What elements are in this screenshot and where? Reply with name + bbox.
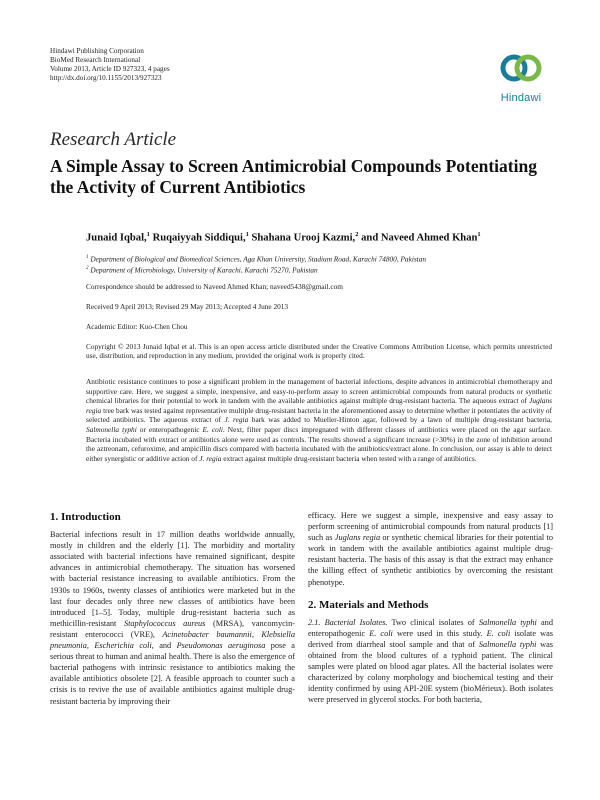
text-segment: or synthetic chemical libraries for their potential to work in tandem with the available antibiotics against multiple drug-resistant bacteria. The basis of this assay is that the extract may enhance the killing effect of synthetic antibiotics by overcoming the resistant phenotype. [308,533,554,587]
author-name: Shahana Urooj Kazmi, [251,232,356,244]
author-name: Junaid Iqbal, [86,232,147,244]
text-segment: , and [151,641,177,651]
text-segment: tree bark was tested against representative multiple drug-resistant bacteria in the aforementioned assay to determine whether it potentiates the activity of selected antibiotics. The aqueous extract of [86,405,552,425]
author-affiliation-mark: 2 [355,231,359,238]
author-affiliation-mark: 1 [146,231,150,238]
publisher: Hindawi Publishing Corporation [50,47,144,55]
text-segment: Two clinical isolates of [387,617,479,627]
text-segment: , [251,629,262,639]
article-dates: Received 9 April 2013; Revised 29 May 2013; Accepted 4 June 2013 [86,302,289,311]
italic-text: Klebsiella pneumonia [50,629,295,651]
volume-info: Volume 2013, Article ID 927323, 4 pages [50,65,170,73]
publication-info [50,47,310,83]
text-segment: , [86,641,95,651]
text-segment: bark was added to Mueller-Hinton agar, followed by a lawn of multiple drug-resistant bacteria, [248,415,552,425]
text-segment: . Next, filter paper discs impregnated with different classes of antibiotics were placed on the agar surface. Bacteria incubated with extract or antibiotics alone were used as controls. The results showed a significant increase (>30%) in the zone of inhibition around the aztreonam, cefuroxime, and ampicillin discs compared with bacteria incubated with the antibiotics/extract alone. In conclusion, our assay is able to detect either synergistic or additive action of [86,424,553,463]
affiliation-text: Department of Microbiology, University of Karachi, Karachi 75270, Pakistan [88,265,318,275]
hindawi-logo-text: Hindawi [500,92,542,104]
italic-text: Juglans regia [334,533,381,543]
text-segment: were used in this study. [392,628,487,638]
body-paragraph [308,617,553,706]
doi-link[interactable]: http://dx.doi.org/10.1155/2013/927323 [50,74,162,82]
section-heading: 1. Introduction [50,511,121,523]
affiliation [86,253,426,263]
text-segment: Antibiotic resistance continues to pose a significant problem in the management of bacterial infections, despite advances in antimicrobial chemotherapy and supportive care. Here, we suggest a simple, inexpensive, and easy-to-perform assay to screen antimicrobial compounds from natural products or synthetic chemical libraries for their potential to work in tandem with the available antibiotics against multiple drug-resistant bacteria. The aqueous extract of [86,377,552,406]
italic-text: Juglans regia [86,396,552,415]
text-segment: and enteropathogenic [308,617,553,638]
article-type: Research Article [50,129,177,150]
affiliation-mark: 1 [86,255,89,260]
body-paragraph [50,529,295,707]
italic-text: J. regia [224,415,249,425]
text-segment: efficacy. Here we suggest a simple, inexpensive and easy assay to perform screening of antimicrobial compounds from natural products [1] such as [308,511,553,543]
author-affiliation-mark: 1 [245,231,249,238]
italic-text: Escherichia coli [94,641,152,651]
author-name: and Naveed Ahmed Khan [361,232,478,244]
italic-text: E. coli [369,628,393,638]
text-segment: Bacterial infections result in 17 million deaths worldwide annually, mostly in children and the elderly [1]. The morbidity and mortality associated with bacterial infections have remained significant, despite advances in antimicrobial chemotherapy. The situation has worsened with bacterial resistance increasing to available antibiotics. From the 1930s to 1960s, twenty classes of antibiotics were marketed but in the last four decades only three new classes of antibiotics have been introduced [1–5]. Today, multiple drug-resistant bacteria such as methicillin-resistant [50,530,295,628]
article-title: A Simple Assay to Screen Antimicrobial Compounds Potentiating the Activity of Current Antibiotics [50,156,537,197]
text-segment: was obtained from the blood cultures of a typhoid patient. The clinical samples were plated on blood agar plates. All the bacterial isolates were characterized by colony morphology and biochemical testing and their identity confirmed by using API-20E system (bioMérieux). Both isolates were preserved in glycerol stocks. For both bacteria, [308,639,553,705]
affiliation-text: Department of Biological and Biomedical Sciences, Aga Khan University, Stadium Road, Karachi 74800, Pakistan [88,254,427,264]
affiliation [86,264,318,274]
author-affiliation-mark: 1 [477,231,481,238]
copyright-notice: Copyright © 2013 Junaid Iqbal et al. This is an open access article distributed under the Creative Commons Attribution License, which permits unrestricted use, distribution, and reproduction in any medium, provided the original work is properly cited. [86,342,552,360]
italic-text: Salmonella typhi [478,639,537,649]
right-column [308,510,553,706]
section-heading: 2. Materials and Methods [308,598,429,611]
italic-text: Salmonella typhi [478,617,537,627]
italic-text: 2.1. Bacterial Isolates. [308,617,388,627]
body-paragraph [308,510,553,588]
italic-text: E. coli [486,628,511,638]
affiliation-mark: 2 [86,266,89,271]
journal-name: BioMed Research International [50,56,141,64]
italic-text: E. coli [202,424,223,434]
abstract [86,377,552,463]
text-segment: isolate was derived from diarrheal stool sample and that of [308,628,553,649]
italic-text: J. regia [199,453,222,463]
text-segment: (MRSA), vancomycin-resistant enterococci (VRE), [50,618,295,639]
correspondence: Correspondence should be addressed to Naveed Ahmed Khan; naveed5438@gmail.com [86,282,343,291]
left-column [50,512,295,707]
text-segment: pose a serious threat to human and animal health. There is also the emergence of bacterial pathogens with intrinsic resistance to antibiotics making the available antibiotics obsolete [2]. A feasible approach to counter such a crisis is to revive the use of available antibiotics against multiple drug-resistant bacteria by improving their [50,641,295,706]
academic-editor: Academic Editor: Kuo-Chen Chou [86,322,188,331]
author-name: Ruqaiyyah Siddiqui, [152,232,246,244]
text-segment: or enteropathogenic [136,424,203,434]
italic-text: Salmonella typhi [86,424,137,434]
italic-text: Pseudomonas aeruginosa [176,641,266,651]
italic-text: Staphylococcus aureus [123,618,206,628]
text-segment: extract against multiple drug-resistant bacteria when tested with a range of antibiotics. [221,453,477,463]
italic-text: Acinetobacter baumannii [162,629,252,639]
author-list [86,231,566,244]
